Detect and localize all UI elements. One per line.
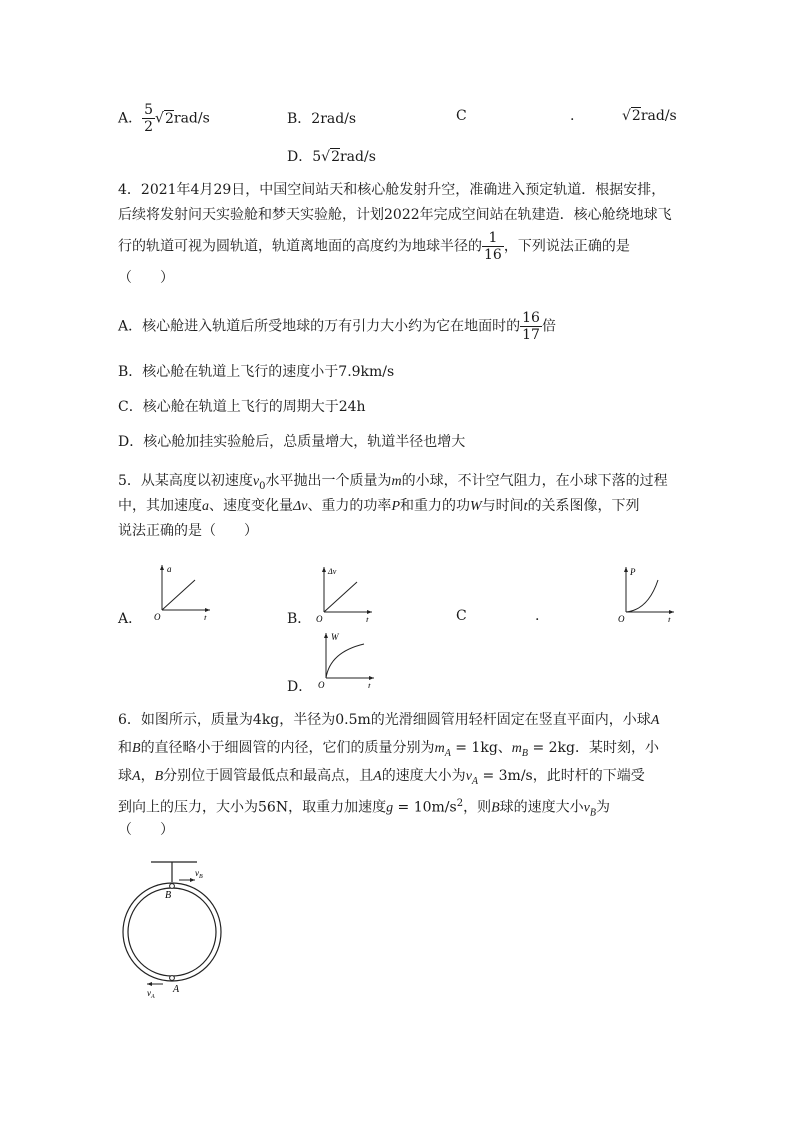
q3-option-d bbox=[287, 146, 376, 166]
stem-text: 的关系图像，下列 bbox=[527, 498, 640, 514]
unit: rad/s bbox=[173, 110, 210, 127]
label-vb bbox=[195, 868, 203, 880]
fraction bbox=[482, 230, 504, 263]
q6-answer-paren: （ ） bbox=[118, 822, 174, 838]
stem-text: 、重力的功率 bbox=[307, 498, 392, 514]
q5-stem-line-1 bbox=[118, 471, 668, 497]
stem-text: 到向上的压力，大小为56N，取重力加速度 bbox=[118, 799, 387, 816]
q4-stem-line-2: 后续将发射问天实验舱和梦天实验舱，计划2022年完成空间站在轨建造．核心舱绕地球飞 bbox=[118, 207, 672, 223]
graph-b bbox=[312, 562, 377, 622]
sqrt-content: 2 bbox=[331, 149, 340, 165]
q4-option-a bbox=[118, 310, 556, 343]
label-va-sub: A bbox=[151, 994, 155, 1000]
fraction-numerator: 5 bbox=[144, 102, 154, 118]
var-b: B bbox=[154, 769, 164, 784]
stem-text: ．某时刻，小 bbox=[575, 740, 659, 756]
var-p: P bbox=[391, 499, 400, 514]
sqrt-content: 2 bbox=[164, 110, 174, 127]
curve bbox=[626, 580, 658, 612]
fraction bbox=[142, 102, 155, 135]
x-axis-label: t bbox=[668, 615, 671, 622]
var-a: A bbox=[373, 769, 382, 784]
stem-text: 球的速度大小 bbox=[499, 799, 584, 816]
sqrt-sign: √ bbox=[622, 108, 631, 124]
q4-option-d: D．核心舱加挂实验舱后，总质量增大，轨道半径也增大 bbox=[118, 434, 466, 450]
label-b: B bbox=[165, 890, 172, 901]
stem-text: 行的轨道可视为圆轨道，轨道离地面的高度约为地球半径的 bbox=[118, 238, 482, 255]
y-axis-label: Δv bbox=[328, 567, 337, 576]
stem-text: 和 bbox=[118, 740, 132, 756]
stem-text: 分别位于圆管最低点和最高点，且 bbox=[163, 768, 374, 784]
stem-text: 6．如图所示，质量为4kg，半径为0.5m的光滑细圆管用轻杆固定在竖直平面内，小球 bbox=[118, 712, 651, 728]
y-axis-label: W bbox=[331, 632, 339, 642]
var-m: m bbox=[391, 474, 402, 489]
var-m: m bbox=[434, 741, 445, 756]
subscript: 0 bbox=[259, 480, 266, 492]
q4-answer-paren: （ ） bbox=[118, 270, 174, 286]
fraction bbox=[520, 310, 542, 343]
origin-label: O bbox=[316, 614, 323, 622]
subscript: B bbox=[521, 747, 529, 759]
sqrt-sign: √ bbox=[155, 110, 164, 127]
stem-text: 和重力的功 bbox=[400, 498, 470, 514]
stem-text: 的小球，不计空气阻力，在小球下落的过程 bbox=[401, 473, 668, 489]
y-axis-arrow bbox=[160, 565, 164, 570]
q6-stem-line-1 bbox=[118, 710, 659, 731]
x-axis-arrow bbox=[205, 608, 210, 612]
var-dv: Δv bbox=[293, 499, 308, 514]
stem-text: 与时间 bbox=[481, 498, 524, 514]
q3-option-a bbox=[118, 102, 210, 135]
curve bbox=[162, 580, 195, 610]
var-g: g bbox=[386, 800, 394, 816]
label-va-main: v bbox=[147, 988, 151, 998]
q6-stem-line-2 bbox=[118, 738, 659, 764]
fraction-numerator: 16 bbox=[522, 310, 540, 326]
var-b: B bbox=[491, 800, 500, 816]
q6-stem-line-3 bbox=[118, 766, 645, 792]
fraction-denominator: 17 bbox=[522, 327, 540, 343]
var-a: A bbox=[650, 713, 660, 728]
label-vb-sub: B bbox=[199, 874, 203, 880]
stem-text: ，下列说法正确的是 bbox=[503, 238, 630, 255]
var-t: t bbox=[523, 499, 528, 514]
stem-text: ，此时杆的下端受 bbox=[532, 768, 645, 784]
arrow-va-head bbox=[147, 982, 152, 986]
value: = 1kg bbox=[450, 740, 498, 756]
value: = 2kg bbox=[528, 740, 575, 756]
ball-b bbox=[170, 884, 175, 889]
var-w: W bbox=[470, 499, 482, 514]
x-axis-arrow bbox=[669, 610, 674, 614]
sqrt-content: 2 bbox=[631, 108, 641, 124]
stem-text: 水平抛出一个质量为 bbox=[265, 473, 392, 489]
option-text: 倍 bbox=[541, 318, 556, 335]
q5-option-c-dot: . bbox=[535, 608, 540, 624]
sqrt-sign: √ bbox=[321, 149, 331, 165]
graph-a bbox=[150, 560, 215, 620]
stem-text: ， bbox=[140, 768, 155, 784]
label-vb-main: v bbox=[195, 868, 199, 878]
subscript: B bbox=[589, 807, 596, 819]
q5-option-c-label: C bbox=[456, 608, 467, 624]
tube-inner bbox=[128, 888, 216, 976]
q4-option-c: C．核心舱在轨道上飞行的周期大于24h bbox=[118, 399, 366, 415]
q3-option-c-label: C bbox=[456, 108, 467, 124]
superscript: 2 bbox=[456, 798, 464, 809]
unit: rad/s bbox=[640, 108, 677, 124]
label-va bbox=[147, 988, 155, 1000]
var-v: v bbox=[465, 769, 472, 784]
x-axis-label: t bbox=[368, 681, 371, 688]
curve bbox=[326, 644, 364, 678]
value: = 3m/s bbox=[478, 768, 533, 784]
var-m: m bbox=[511, 741, 522, 756]
q3-option-b: B．2rad/s bbox=[287, 111, 357, 127]
x-axis-label: t bbox=[204, 613, 207, 620]
y-axis-label: a bbox=[167, 564, 172, 574]
x-axis-label: t bbox=[366, 615, 369, 622]
q6-stem-line-4 bbox=[118, 794, 610, 823]
stem-text: 的速度大小为 bbox=[381, 768, 466, 784]
stem-text: 、速度变化量 bbox=[209, 498, 293, 514]
fraction-numerator: 1 bbox=[482, 230, 504, 247]
stem-text: 为 bbox=[595, 799, 610, 816]
y-axis-arrow bbox=[322, 567, 326, 572]
q4-stem-line-3 bbox=[118, 230, 630, 263]
q3-option-c-value bbox=[622, 108, 677, 124]
unit: rad/s bbox=[339, 149, 376, 165]
var-b: B bbox=[132, 741, 141, 756]
stem-text: 5．从某高度以初速度 bbox=[118, 473, 253, 489]
fraction-denominator: 16 bbox=[484, 247, 502, 263]
q3-option-c-dot: . bbox=[570, 108, 575, 124]
fraction-denominator: 2 bbox=[144, 119, 154, 135]
x-axis-arrow bbox=[367, 610, 372, 614]
separator: 、 bbox=[497, 740, 512, 756]
q5-option-b-label: B． bbox=[287, 611, 312, 627]
label-a: A bbox=[173, 984, 180, 995]
origin-label: O bbox=[154, 612, 161, 620]
origin-label: O bbox=[318, 680, 325, 688]
q4-option-b: B．核心舱在轨道上飞行的速度小于7.9km/s bbox=[118, 364, 395, 380]
var-a: A bbox=[132, 769, 141, 784]
stem-text: ，则 bbox=[463, 799, 492, 816]
curve bbox=[324, 582, 357, 612]
q5-option-a-label: A． bbox=[118, 611, 143, 627]
graph-d bbox=[314, 628, 379, 688]
origin-label: O bbox=[618, 614, 625, 622]
y-axis-arrow bbox=[324, 633, 328, 638]
stem-text: 的直径略小于细圆管的内径，它们的质量分别为 bbox=[140, 740, 435, 756]
stem-text: 球 bbox=[118, 768, 132, 784]
q6-figure bbox=[115, 858, 235, 1003]
q5-stem-line-3: 说法正确的是（ ） bbox=[118, 523, 258, 539]
ball-a bbox=[170, 976, 175, 981]
subscript: A bbox=[471, 775, 479, 787]
var-v: v bbox=[252, 474, 260, 489]
q5-stem-line-2 bbox=[118, 496, 640, 517]
q5-option-d-label: D． bbox=[287, 679, 313, 695]
stem-text: 中，其加速度 bbox=[118, 498, 202, 514]
subscript: A bbox=[444, 747, 451, 759]
option-label: D．5 bbox=[287, 149, 322, 165]
q4-stem-line-1: 4．2021年4月29日，中国空间站天和核心舱发射升空，准确进入预定轨道．根据安排， bbox=[118, 182, 666, 198]
y-axis-arrow bbox=[624, 567, 628, 572]
option-text: A．核心舱进入轨道后所受地球的万有引力大小约为它在地面时的 bbox=[118, 318, 521, 335]
option-label: A． bbox=[118, 110, 143, 127]
y-axis-label: P bbox=[630, 567, 636, 577]
graph-c bbox=[614, 562, 679, 622]
tube-outer bbox=[123, 883, 221, 981]
var-v: v bbox=[583, 800, 590, 816]
x-axis-arrow bbox=[369, 676, 374, 680]
var-a: a bbox=[202, 499, 209, 514]
arrow-vb-head bbox=[190, 878, 195, 882]
value: = 10m/s bbox=[393, 799, 457, 816]
